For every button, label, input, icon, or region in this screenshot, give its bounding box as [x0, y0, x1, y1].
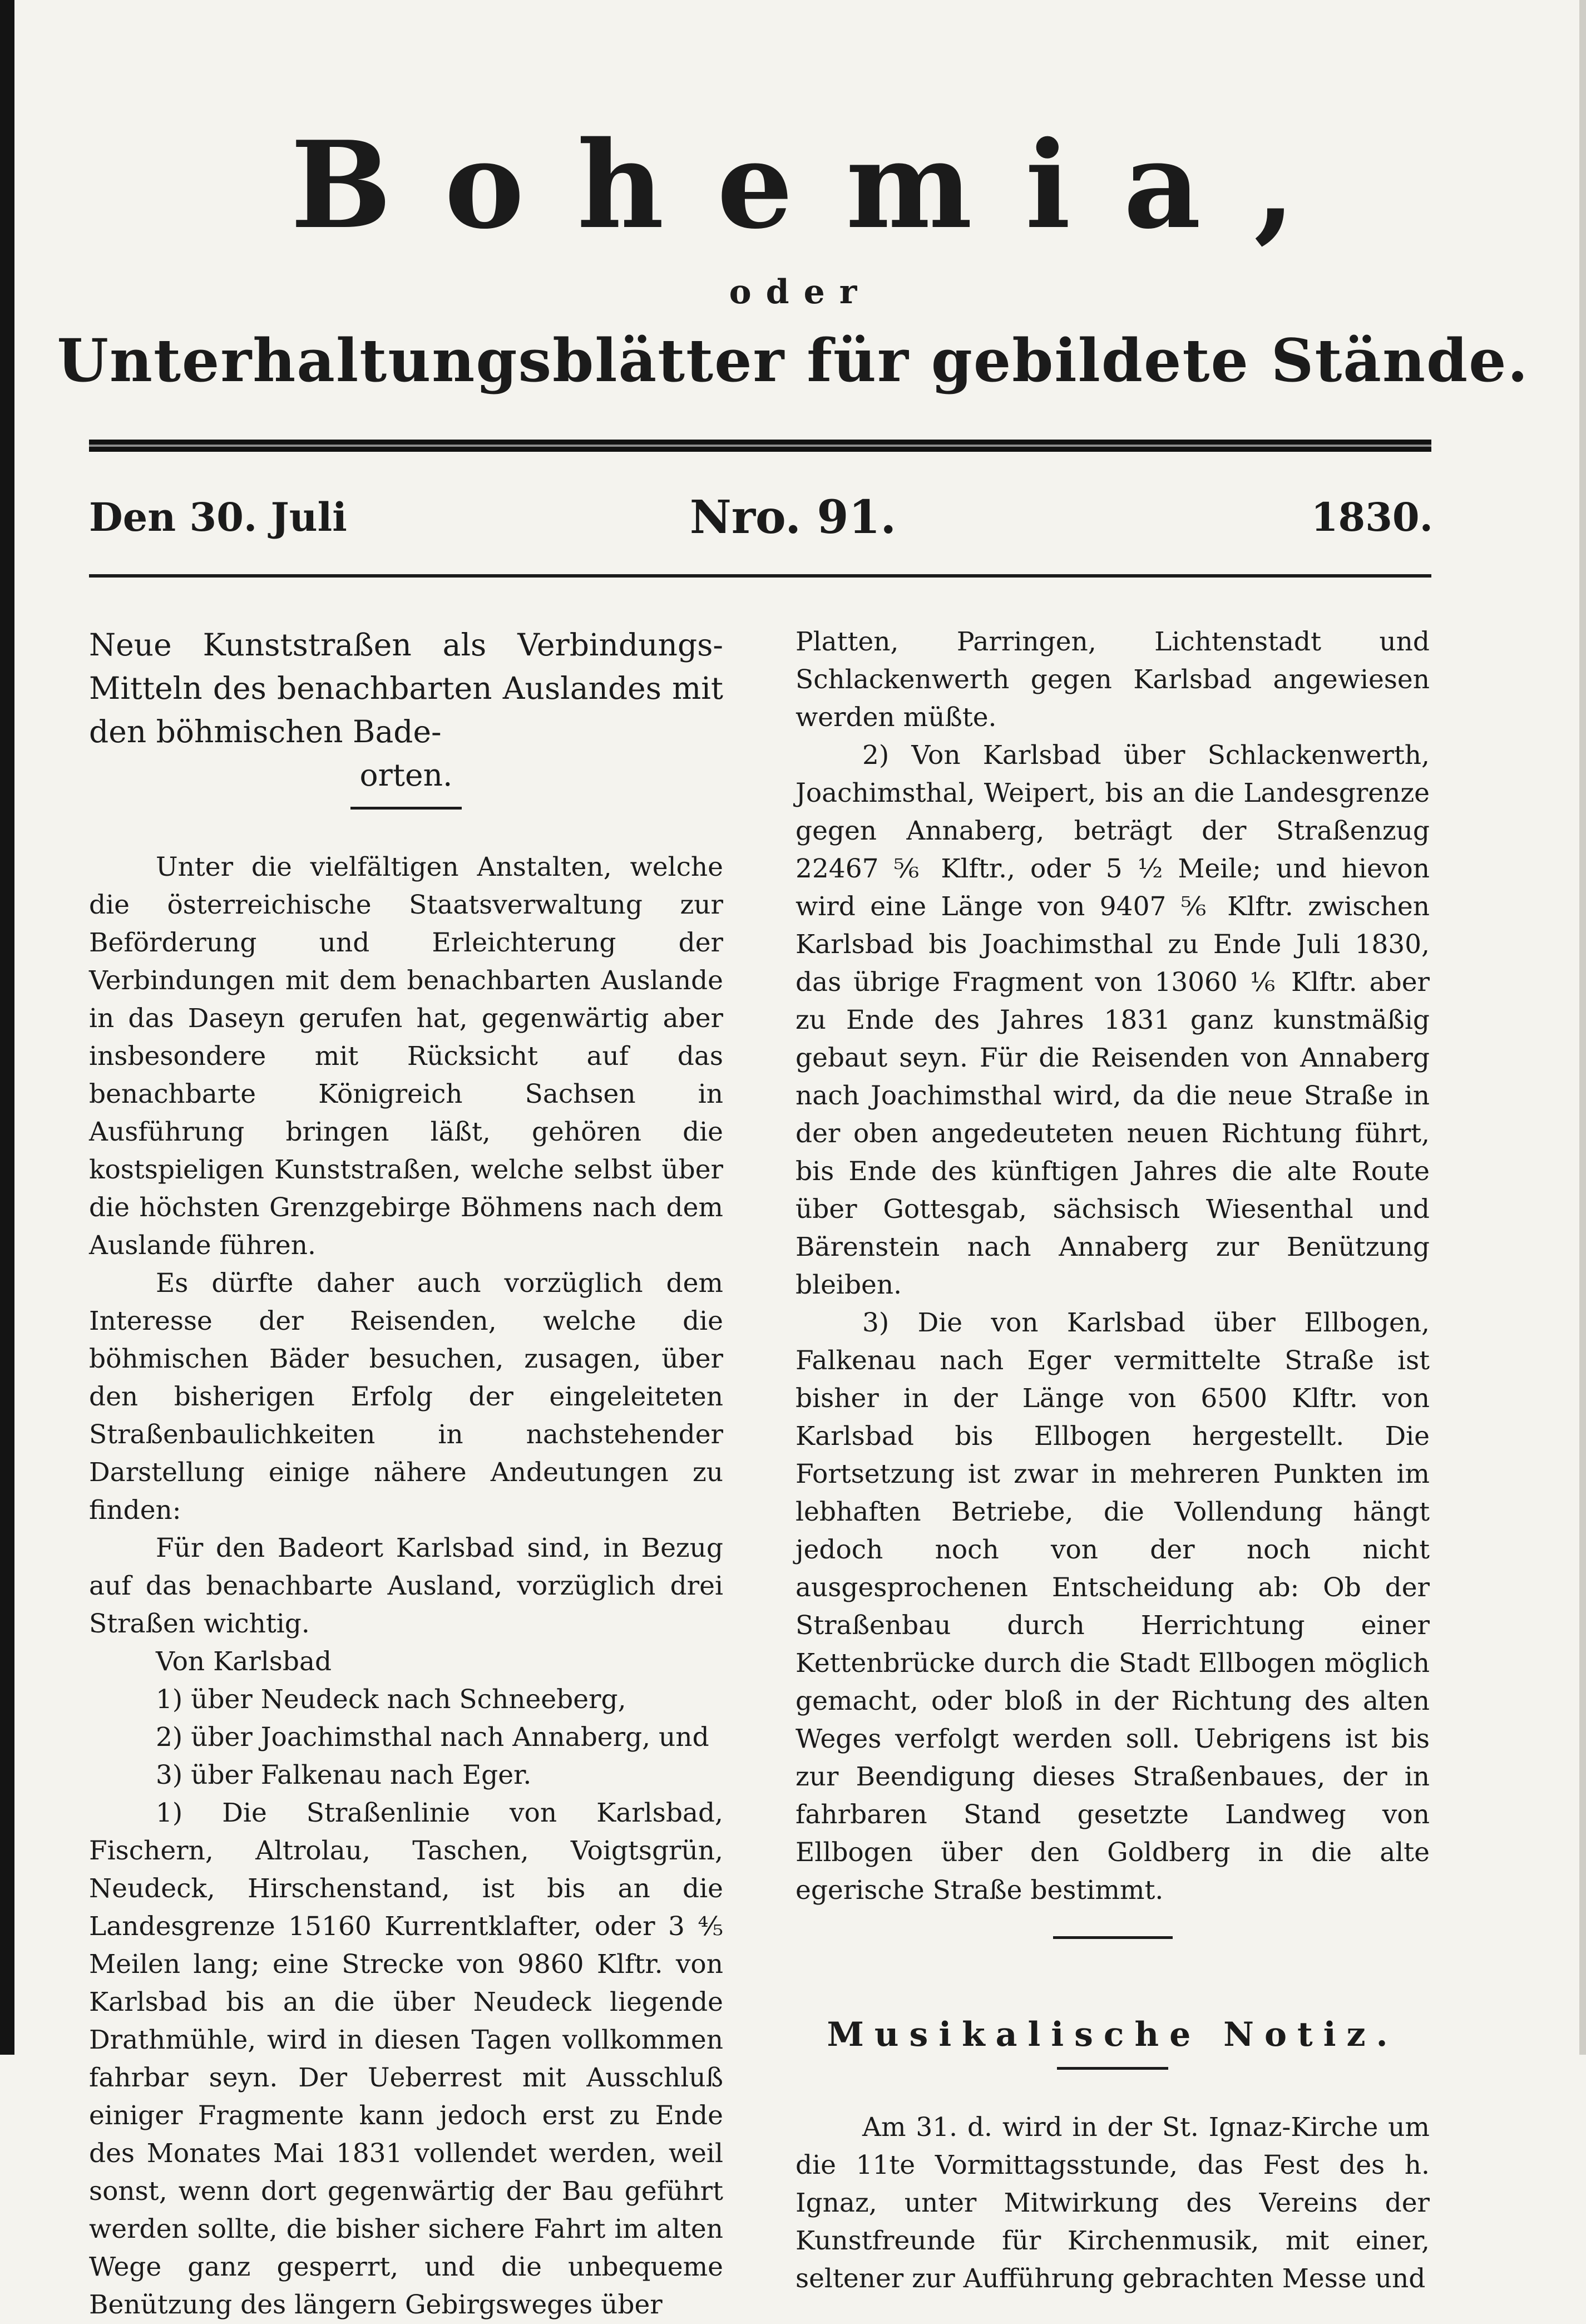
route-item: 1) über Neudeck nach Schneeberg, [156, 1684, 626, 1715]
article-paragraph: Es dürfte daher auch vorzüglich dem Interesse der Reisenden, welche die böhmischen Bäder besuchen, zusagen, über den bisherigen Erfolg der eingeleiteten Straßenbaulichkeiten in nachstehender Darstellung einige nähere Andeutungen zu finden: [89, 1268, 723, 1526]
article-paragraph: 1) Die Straßenlinie von Karlsbad, Fischern, Altrolau, Taschen, Voigtsgrün, Neudeck, Hirschenstand, ist bis an die Landesgrenze 15160 Kurrentklafter, oder 3 ⅘ Meilen lang; eine Strecke von 9860 Klftr. von Karlsbad bis an die über Neudeck liegende Drathmühle, wird in diesen Tagen vollkommen fahrbar seyn. Der Ueberrest mit Ausschluß einiger Fragmente kann jedoch erst zu Ende des Monates Mai 1831 vollendet werden, weil sonst, wenn dort gegenwärtig der Bau geführt werden sollte, die bisher sichere Fahrt im alten Wege ganz gesperrt, und die unbequeme Benützung des längern Gebirgsweges über [89, 1798, 723, 2320]
music-notice-text: Am 31. d. wird in der St. Ignaz-Kirche um die 11te Vormittagsstunde, das Fest des h. Ignaz, unter Mitwirkung des Vereins der Kunstfreunde für Kirchenmusik, mit einer, seltener zur Aufführung gebrachten Messe und [796, 2112, 1430, 2294]
masthead-rule [89, 440, 1431, 452]
issue-number: Nro. 91. [689, 491, 897, 544]
article-paragraph: Für den Badeort Karlsbad sind, in Bezug auf das benachbarte Ausland, vorzüglich drei Straßen wichtig. [89, 1533, 723, 1639]
article-headline: Neue Kunststraßen als Verbindungs-Mitteln des benachbarten Auslandes mit den böhmischen Bade- [89, 627, 723, 749]
section-divider [1053, 1936, 1173, 1939]
newspaper-subtitle: Unterhaltungsblätter für gebildete Stände. [57, 325, 1529, 395]
article-paragraph: Platten, Parringen, Lichtenstadt und Schlackenwerth gegen Karlsbad angewiesen werden müßte. [796, 626, 1430, 733]
article-headline-end: orten. [359, 757, 453, 793]
route-item: 3) über Falkenau nach Eger. [156, 1760, 532, 1790]
left-column [89, 623, 723, 2324]
notice-divider [1057, 2067, 1168, 2070]
music-notice-title: Musikalische Notiz. [827, 2015, 1399, 2054]
newspaper-title: Bohemia, [290, 115, 1348, 255]
title-conjunction: oder [729, 273, 872, 312]
article-paragraph: 2) Von Karlsbad über Schlackenwerth, Joachimsthal, Weipert, bis an die Landesgrenze gegen Annaberg, beträgt der Straßenzug 22467 ⅚ Klftr., oder 5 ½ Meile; und hievon wird eine Länge von 9407 ⅚ Klftr. zwischen Karlsbad bis Joachimsthal zu Ende Juli 1830, das übrige Fragment von 13060 ⅙ Klftr. aber zu Ende des Jahres 1831 ganz kunstmäßig gebaut seyn. Für die Reisenden von Annaberg nach Joachimsthal wird, da die neue Straße in der oben angedeuteten neuen Richtung führt, bis Ende des künftigen Jahres die alte Route über Gottesgab, sächsisch Wiesenthal und Bärenstein nach Annaberg zur Benützung bleiben. [796, 740, 1430, 1300]
dateline-rule [89, 574, 1431, 578]
article-paragraph: Unter die vielfältigen Anstalten, welche die österreichische Staatsverwaltung zur Beförderung und Erleichterung der Verbindungen mit dem benachbarten Auslande in das Daseyn gerufen hat, gegenwärtig aber insbesondere mit Rücksicht auf das benachbarte Königreich Sachsen in Ausführung bringen läßt, gehören die kostspieligen Kunststraßen, welche selbst über die höchsten Grenzgebirge Böhmens nach dem Auslande führen. [89, 852, 723, 1261]
issue-year: 1830. [1311, 494, 1433, 540]
routes-label: Von Karlsbad [156, 1646, 332, 1677]
headline-divider [350, 807, 462, 810]
right-column [796, 623, 1430, 2298]
route-item: 2) über Joachimsthal nach Annaberg, und [156, 1722, 709, 1753]
article-paragraph: 3) Die von Karlsbad über Ellbogen, Falkenau nach Eger vermittelte Straße ist bisher in der Länge von 6500 Klftr. von Karlsbad bis Ellbogen hergestellt. Die Fortsetzung ist zwar in mehreren Punkten im lebhaften Betriebe, die Vollendung hängt jedoch noch von der noch nicht ausgesprochenen Entscheidung ab: Ob der Straßenbau durch Herrichtung einer Kettenbrücke durch die Stadt Ellbogen möglich gemacht, oder bloß in der Richtung des alten Weges verfolgt werden soll. Uebrigens ist bis zur Beendigung dieses Straßenbaues, der in fahrbaren Stand gesetzte Landweg von Ellbogen über den Goldberg in die alte egerische Straße bestimmt. [796, 1307, 1430, 1906]
issue-date: Den 30. Juli [89, 494, 347, 540]
